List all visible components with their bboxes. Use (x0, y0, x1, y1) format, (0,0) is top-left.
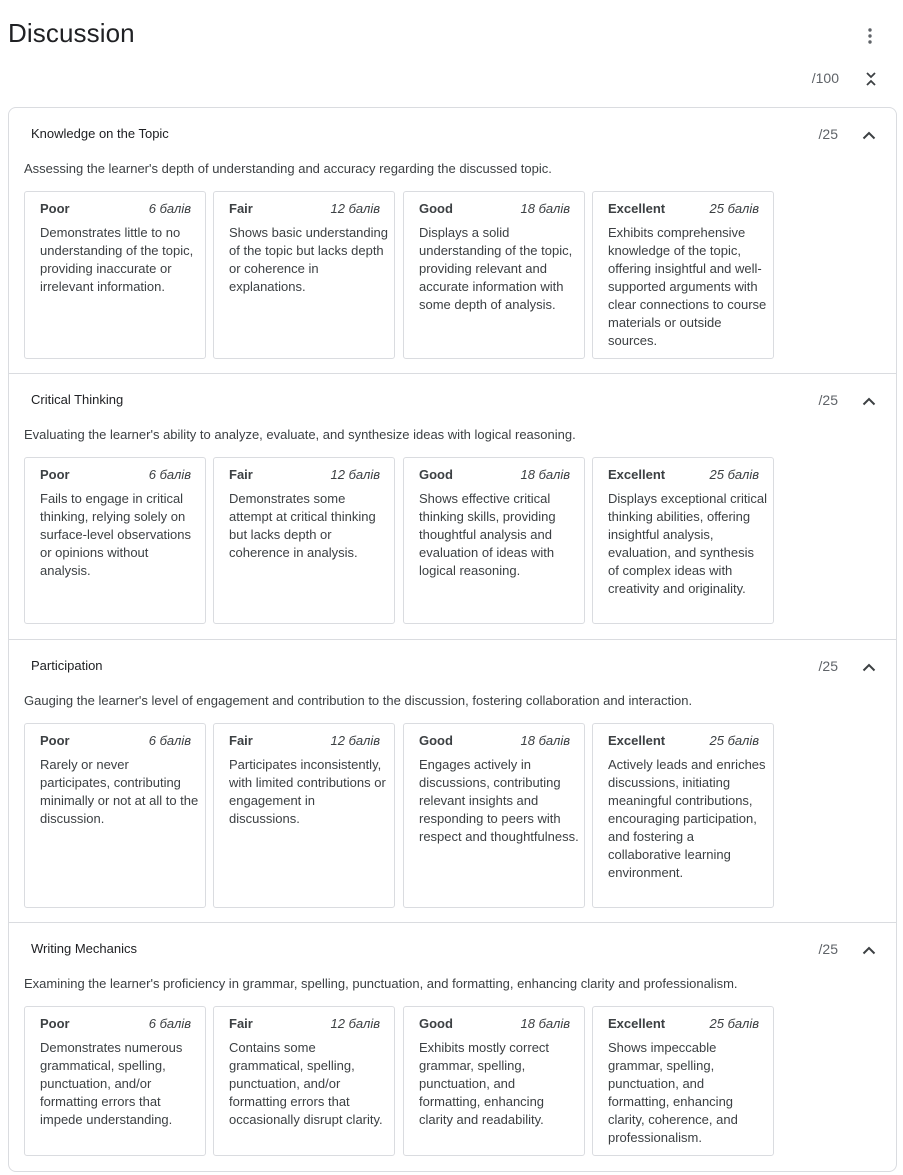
criterion-max-points: /25 (818, 392, 838, 408)
level-description: Shows effective critical thinking skills, providing thoughtful analysis and evaluation of ideas with logical reasoning. (419, 491, 556, 578)
level-points: 18 балів (520, 467, 570, 482)
level-points: 6 балів (148, 201, 191, 216)
level-name: Fair (229, 733, 253, 748)
level-card-poor[interactable] (24, 457, 206, 624)
level-points: 25 балів (709, 467, 759, 482)
level-card-fair[interactable] (213, 1006, 395, 1156)
level-description: Exhibits mostly correct grammar, spelling, punctuation, and formatting, enhancing clarity and readability. (419, 1040, 550, 1127)
level-name: Fair (229, 1016, 253, 1031)
level-card-good[interactable] (403, 1006, 585, 1156)
level-points: 12 балів (330, 733, 380, 748)
level-name: Excellent (608, 467, 666, 482)
level-name: Poor (40, 201, 70, 216)
chevron-up-icon (862, 397, 876, 406)
level-name: Good (419, 201, 453, 216)
criterion-critical-thinking (9, 374, 896, 640)
collapse-criterion-button[interactable] (858, 124, 880, 146)
criterion-title: Participation (31, 658, 103, 673)
level-card-excellent[interactable] (592, 723, 774, 908)
level-points: 12 балів (330, 201, 380, 216)
level-description: Displays a solid understanding of the topic, providing relevant and accurate information with some depth of analysis. (419, 225, 573, 312)
level-name: Poor (40, 1016, 70, 1031)
collapse-criterion-button[interactable] (858, 390, 880, 412)
level-description: Shows impeccable grammar, spelling, punctuation, and formatting, enhancing clarity, coherence, and professionalism. (608, 1040, 738, 1145)
criterion-description: Examining the learner's proficiency in grammar, spelling, punctuation, and formatting, enhancing clarity and professionalism. (24, 976, 738, 991)
level-name: Fair (229, 201, 253, 216)
level-description: Contains some grammatical, spelling, punctuation, and/or formatting errors that occasionally disrupt clarity. (229, 1040, 383, 1127)
level-points: 6 балів (148, 1016, 191, 1031)
level-points: 18 балів (520, 201, 570, 216)
level-card-poor[interactable] (24, 1006, 206, 1156)
level-card-fair[interactable] (213, 191, 395, 359)
chevron-up-icon (862, 946, 876, 955)
level-description: Actively leads and enriches discussions, initiating meaningful contributions, encouraging participation, and fostering a collaborative learning environment. (608, 757, 766, 880)
level-description: Demonstrates little to no understanding of the topic, providing inaccurate or irrelevant information. (40, 225, 194, 294)
criterion-description: Assessing the learner's depth of understanding and accuracy regarding the discussed topic. (24, 161, 552, 176)
level-description: Demonstrates some attempt at critical thinking but lacks depth or coherence in analysis. (229, 491, 376, 560)
level-description: Fails to engage in critical thinking, relying solely on surface-level observations or opinions without analysis. (40, 491, 192, 578)
page-title: Discussion (8, 18, 135, 48)
level-name: Good (419, 733, 453, 748)
criterion-participation (9, 640, 896, 923)
chevron-up-icon (862, 131, 876, 140)
criterion-knowledge (9, 108, 896, 374)
level-description: Participates inconsistently, with limited contributions or engagement in discussions. (229, 757, 386, 826)
collapse-criterion-button[interactable] (858, 656, 880, 678)
unfold-less-icon (865, 71, 877, 87)
level-points: 25 балів (709, 733, 759, 748)
criterion-title: Critical Thinking (31, 392, 124, 407)
rubric (8, 107, 897, 1172)
level-name: Poor (40, 467, 70, 482)
level-card-poor[interactable] (24, 723, 206, 908)
level-name: Fair (229, 467, 253, 482)
level-card-excellent[interactable] (592, 457, 774, 624)
total-points: /100 (811, 70, 839, 86)
criterion-max-points: /25 (818, 941, 838, 957)
level-card-poor[interactable] (24, 191, 206, 359)
collapse-all-button[interactable] (860, 68, 882, 90)
level-points: 6 балів (148, 467, 191, 482)
level-points: 18 балів (520, 733, 570, 748)
collapse-criterion-button[interactable] (858, 939, 880, 961)
level-card-excellent[interactable] (592, 1006, 774, 1156)
level-points: 18 балів (520, 1016, 570, 1031)
level-description: Rarely or never participates, contributing minimally or not at all to the discussion. (40, 757, 199, 826)
level-description: Engages actively in discussions, contributing relevant insights and responding to peers with respect and thoughtfulness. (419, 757, 579, 844)
criterion-description: Evaluating the learner's ability to analyze, evaluate, and synthesize ideas with logical reasoning. (24, 427, 576, 442)
level-description: Displays exceptional critical thinking abilities, offering insightful analysis, evaluation, and synthesis of complex ideas with creativity and originality. (608, 491, 767, 596)
criterion-title: Writing Mechanics (31, 941, 137, 956)
level-card-excellent[interactable] (592, 191, 774, 359)
level-points: 25 балів (709, 1016, 759, 1031)
chevron-up-icon (862, 663, 876, 672)
level-description: Shows basic understanding of the topic but lacks depth or coherence in explanations. (229, 225, 388, 294)
level-card-fair[interactable] (213, 723, 395, 908)
total-points-row (780, 68, 890, 88)
criterion-writing-mechanics (9, 923, 896, 1171)
level-name: Good (419, 1016, 453, 1031)
level-name: Poor (40, 733, 70, 748)
level-name: Excellent (608, 733, 666, 748)
level-name: Excellent (608, 201, 666, 216)
level-description: Demonstrates numerous grammatical, spelling, punctuation, and/or formatting errors that impede understanding. (40, 1040, 183, 1127)
level-points: 25 балів (709, 201, 759, 216)
level-points: 12 балів (330, 1016, 380, 1031)
level-card-good[interactable] (403, 191, 585, 359)
level-card-good[interactable] (403, 723, 585, 908)
level-card-fair[interactable] (213, 457, 395, 624)
more-options-button[interactable] (858, 24, 882, 48)
level-points: 6 балів (148, 733, 191, 748)
criterion-title: Knowledge on the Topic (31, 126, 169, 141)
level-description: Exhibits comprehensive knowledge of the topic, offering insightful and well-supported arguments with clear connections to course materials or outside sources. (608, 225, 767, 348)
level-card-good[interactable] (403, 457, 585, 624)
more-vert-icon (868, 28, 872, 44)
level-name: Good (419, 467, 453, 482)
criterion-description: Gauging the learner's level of engagement and contribution to the discussion, fostering collaboration and interaction. (24, 693, 693, 708)
level-name: Excellent (608, 1016, 666, 1031)
criterion-max-points: /25 (818, 658, 838, 674)
criterion-max-points: /25 (818, 126, 838, 142)
level-points: 12 балів (330, 467, 380, 482)
